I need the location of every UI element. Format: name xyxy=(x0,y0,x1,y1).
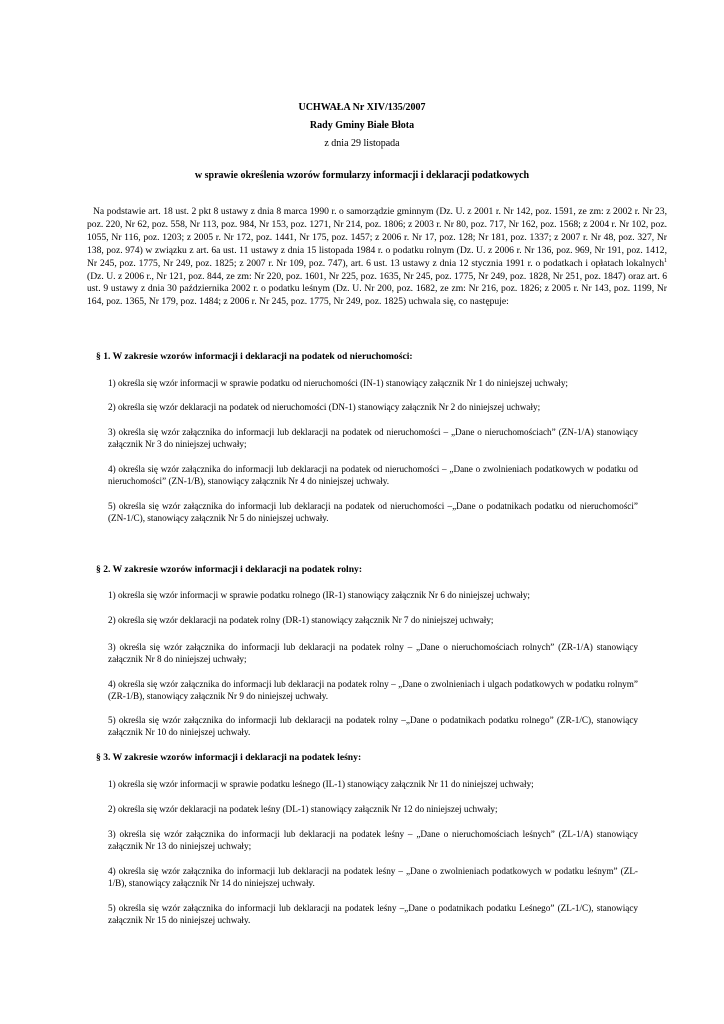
intro-text-part1: Na podstawie art. 18 ust. 2 pkt 8 ustawy z dnia 8 marca 1990 r. o samorządzie gminnym (Dz. U. z 2001 r. Nr 142, poz. 1591, ze zm: z 2002 r. Nr 23, poz. 220, Nr 62, poz. 558, Nr 113, poz. 984, Nr 153, poz. 1271, Nr 214, poz. 1806; z 2003 r. Nr 80, poz. 717, Nr 162, poz. 1568; z 2004 r. Nr 102, poz. 1055, Nr 116, poz. 1203; z 2005 r. Nr 172, poz. 1441, Nr 175, poz. 1457; z 2006 r. Nr 17, poz. 128; Nr 181, poz. 1337; z 2007 r. Nr 48, poz. 327, Nr 138, poz. 974) w związku z art. 6a ust. 11 ustawy z dnia 15 listopada 1984 r. o podatku rolnym (Dz. U. z 2006 r. Nr 136, poz. 969, Nr 191, poz. 1412, Nr 245, poz. 1775, Nr 249, poz. 1825; z 2007 r. Nr 109, poz. 747), art. 6 ust. 13 ustawy z dnia 12 stycznia 1991 r. o podatkach i opłatach lokalnych xyxy=(87,206,667,269)
footnote-mark: 1 xyxy=(664,257,667,264)
section-2-item-4: 4) określa się wzór załącznika do informacji lub deklaracji na podatek rolny – „Dane o zwolnieniach i ulgach podatkowych w podatku rolnym” (ZR-1/B), stanowiący załącznik Nr 9 do niniejszej uchwały. xyxy=(108,679,638,701)
section-1-item-3: 3) określa się wzór załącznika do informacji lub deklaracji na podatek od nieruchomości – „Dane o nieruchomościach” (ZN-1/A) stanowiący załącznik Nr 3 do niniejszej uchwały; xyxy=(108,427,638,449)
section-3-item-2: 2) określa się wzór deklaracji na podatek leśny (DL-1) stanowiący załącznik Nr 12 do niniejszej uchwały; xyxy=(108,804,498,814)
section-3-item-4: 4) określa się wzór załącznika do informacji lub deklaracji na podatek leśny – „Dane o zwolnieniach podatkowych w podatku leśnym” (ZL-1/B), stanowiący załącznik Nr 14 do niniejszej uchwały. xyxy=(108,866,638,888)
document-date: z dnia 29 listopada xyxy=(324,138,400,149)
section-3-heading: § 3. W zakresie wzorów informacji i deklaracji na podatek leśny: xyxy=(96,752,362,763)
section-2-item-1: 1) określa się wzór informacji w sprawie podatku rolnego (IR-1) stanowiący załącznik Nr 6 do niniejszej uchwały; xyxy=(108,590,530,600)
section-1-item-1: 1) określa się wzór informacji w sprawie podatku od nieruchomości (IN-1) stanowiący załącznik Nr 1 do niniejszej uchwały; xyxy=(108,378,568,388)
section-2-heading: § 2. W zakresie wzorów informacji i deklaracji na podatek rolny: xyxy=(96,564,363,575)
intro-paragraph xyxy=(87,206,667,309)
section-3-item-3: 3) określa się wzór załącznika do informacji lub deklaracji na podatek leśny – „Dane o nieruchomościach leśnych” (ZL-1/A) stanowiący załącznik Nr 13 do niniejszej uchwały; xyxy=(108,829,638,851)
intro-text-part2: (Dz. U. z 2006 r., Nr 121, poz. 844, ze zm: Nr 220, poz. 1601, Nr 225, poz. 1635, Nr 245, poz. 1775, Nr 249, poz. 1828, Nr 251, poz. 1847) oraz art. 6 ust. 9 ustawy z dnia 30 października 2002 r. o podatku leśnym (Dz. U. Nr 200, poz. 1682, ze zm: Nr 216, poz. 1826; z 2005 r. Nr 143, poz. 1199, Nr 164, poz. 1365, Nr 179, poz. 1484; z 2006 r. Nr 245, poz. 1775, Nr 249, poz. 1825) uchwala się, co następuje: xyxy=(87,270,667,308)
document-title: UCHWAŁA Nr XIV/135/2007 xyxy=(298,102,426,113)
section-2-item-2: 2) określa się wzór deklaracji na podatek rolny (DR-1) stanowiący załącznik Nr 7 do niniejszej uchwały; xyxy=(108,615,494,625)
document-issuer: Rady Gminy Białe Błota xyxy=(309,120,415,131)
section-2-item-3: 3) określa się wzór załącznika do informacji lub deklaracji na podatek rolny – „Dane o nieruchomościach rolnych” (ZR-1/A) stanowiący załącznik Nr 8 do niniejszej uchwały; xyxy=(108,642,638,664)
section-1-heading: § 1. W zakresie wzorów informacji i deklaracji na podatek od nieruchomości: xyxy=(96,351,413,362)
section-1-item-2: 2) określa się wzór deklaracji na podatek od nieruchomości (DN-1) stanowiący załącznik Nr 2 do niniejszej uchwały; xyxy=(108,402,541,412)
section-1-item-5: 5) określa się wzór załącznika do informacji lub deklaracji na podatek od nieruchomości –„Dane o podatnikach podatku od nieruchomości” (ZN-1/C), stanowiący załącznik Nr 5 do niniejszej uchwały. xyxy=(108,501,638,523)
section-1-item-4: 4) określa się wzór załącznika do informacji lub deklaracji na podatek od nieruchomości – „Dane o zwolnieniach podatkowych w podatku od nieruchomości” (ZN-1/B), stanowiący załącznik Nr 4 do niniejszej uchwały. xyxy=(108,464,638,486)
section-3-item-5: 5) określa się wzór załącznika do informacji lub deklaracji na podatek leśny –„Dane o podatnikach podatku Leśnego” (ZL-1/C), stanowiący załącznik Nr 15 do niniejszej uchwały. xyxy=(108,903,638,925)
section-3-item-1: 1) określa się wzór informacji w sprawie podatku leśnego (IL-1) stanowiący załącznik Nr 11 do niniejszej uchwały; xyxy=(108,779,534,789)
section-2-item-5: 5) określa się wzór załącznika do informacji lub deklaracji na podatek rolny –„Dane o podatnikach podatku rolnego” (ZR-1/C), stanowiący załącznik Nr 10 do niniejszej uchwały. xyxy=(108,715,638,737)
document-subject: w sprawie określenia wzorów formularzy informacji i deklaracji podatkowych xyxy=(194,170,530,181)
